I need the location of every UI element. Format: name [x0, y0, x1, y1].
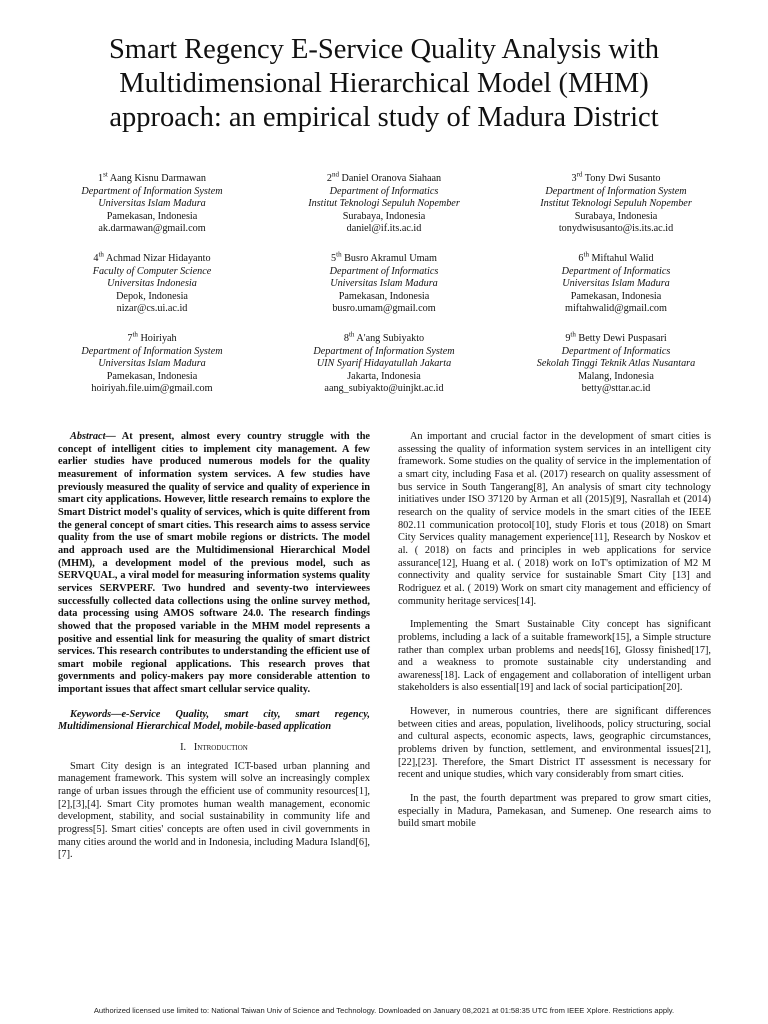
abstract-label: Abstract—	[70, 431, 116, 442]
author-univ: Universitas Islam Madura	[98, 358, 206, 370]
author-city: Pamekasan, Indonesia	[570, 290, 662, 302]
author-city: Surabaya, Indonesia	[574, 210, 658, 222]
author-email: miftahwalid@gmail.com	[565, 303, 667, 315]
author-name: 9th Betty Dewi Puspasari	[565, 330, 667, 344]
author-block	[496, 250, 736, 316]
body-paragraph: In the past, the fourth department was prepared to grow smart cities, especially in Madura, Pamekasan, and Sumenep. One research aims to build smart mobile	[398, 793, 711, 830]
author-block	[32, 330, 272, 396]
author-city: Depok, Indonesia	[116, 290, 188, 302]
author-dept: Department of Information System	[545, 185, 687, 197]
author-univ: Institut Teknologi Sepuluh Nopember	[308, 198, 460, 210]
author-city: Pamekasan, Indonesia	[106, 210, 198, 222]
author-block	[32, 250, 272, 316]
left-column	[58, 431, 370, 862]
section-heading: I. Introduction	[180, 742, 248, 754]
author-dept: Department of Informatics	[561, 265, 671, 277]
author-email: nizar@cs.ui.ac.id	[116, 303, 188, 315]
author-email: hoiriyah.file.uim@gmail.com	[91, 383, 213, 395]
author-city: Pamekasan, Indonesia	[106, 370, 198, 382]
intro-paragraph: Smart City design is an integrated ICT-based urban planning and management framework. This system will solve an increasingly complex range of urban issues through the efficient use of community resources[1],[2],[3],[4]. Smart City promotes human wealth management, economic development, stability, and social sustainability in community life and progress[5]. Smart cities' concepts are often used in civil governments in many cities around the world and in Indonesia, including Madura Island[6], [7].	[58, 760, 370, 861]
author-city: Malang, Indonesia	[578, 370, 654, 382]
author-email: tonydwisusanto@is.its.ac.id	[558, 223, 674, 235]
body-paragraph: An important and crucial factor in the development of smart cities is assessing the quality of information system services in an intelligent city framework. Some studies on the quality of service in the implementation of a smart city, including Fasa et al. (2017) research on quality assessment of bus service in South Tangerang[8], An analysis of smart city technology initiatives under ISO 37120 by Arman et all (2015)[9], Nasrallah et (2014) research on the quality of service models in the smart cities of the IEEE 802.11 communication protocol[10], study Floris et tous (2018) on Smart City Services quality management experience[11], Research by Noskov et al. ( 2018) on facts and principles in web applications for service assurance[12], Huang et al. ( 2018) work on IoT's optimization of M2 M connectivity and quality service for sustainable Smart City [13] and Rodriguez et al. ( 2019) Work on smart city management and efficiency of community heritage services[14].	[398, 431, 711, 607]
author-name: 2nd Daniel Oranova Siahaan	[326, 170, 442, 184]
author-email: aang_subiyakto@uinjkt.ac.id	[324, 383, 444, 395]
author-univ: Universitas Islam Madura	[98, 198, 206, 210]
author-name: 6th Miftahul Walid	[578, 250, 654, 264]
author-univ: Universitas Islam Madura	[330, 278, 438, 290]
title-line-1: Smart Regency E-Service Quality Analysis with	[108, 34, 660, 65]
author-dept: Department of Informatics	[329, 185, 439, 197]
author-block	[264, 250, 504, 316]
title-line-3: approach: an empirical study of Madura District	[109, 102, 659, 133]
body-paragraph: However, in numerous countries, there are significant differences between cities and areas, population, livelihoods, policy structuring, social and cultural aspects, economic aspects, laws, geographic circumstances, problems driven by function, settlement, and environmental issues[21],[22],[23]. Therefore, the Smart District IT assessment is necessary for recent and unique studies, which vary considerably from smart cities.	[398, 706, 711, 781]
right-column	[398, 431, 711, 831]
title-line-2: Multidimensional Hierarchical Model (MHM)	[119, 68, 649, 99]
author-name: 7th Hoiriyah	[127, 330, 177, 344]
author-email: daniel@if.its.ac.id	[346, 223, 422, 235]
author-dept: Department of Informatics	[561, 345, 671, 357]
author-city: Jakarta, Indonesia	[347, 370, 421, 382]
author-name: 3rd Tony Dwi Susanto	[571, 170, 661, 184]
author-email: busro.umam@gmail.com	[332, 303, 436, 315]
author-city: Pamekasan, Indonesia	[338, 290, 430, 302]
author-dept: Department of Information System	[313, 345, 455, 357]
author-block	[496, 170, 736, 236]
author-name: 1st Aang Kisnu Darmawan	[98, 170, 206, 184]
author-block	[496, 330, 736, 396]
author-univ: Universitas Indonesia	[107, 278, 197, 290]
author-name: 4th Achmad Nizar Hidayanto	[93, 250, 211, 264]
license-footer: Authorized licensed use limited to: National Taiwan Univ of Science and Technology. Downloaded on January 08,2021 at 01:58:35 UTC from IEEE Xplore. Restrictions apply.	[93, 1006, 675, 1015]
author-univ: Sekolah Tinggi Teknik Atlas Nusantara	[536, 358, 696, 370]
author-dept: Faculty of Computer Science	[92, 265, 212, 277]
author-email: betty@sttar.ac.id	[581, 383, 651, 395]
author-dept: Department of Informatics	[329, 265, 439, 277]
author-dept: Department of Information System	[81, 345, 223, 357]
abstract	[58, 431, 370, 697]
author-block	[264, 330, 504, 396]
author-email: ak.darmawan@gmail.com	[98, 223, 206, 235]
keywords: Keywords—e-Service Quality, smart city, smart regency, Multidimensional Hierarchical Model, mobile-based application	[58, 708, 370, 733]
author-name: 8th A'ang Subiyakto	[343, 330, 425, 344]
abstract-text: At present, almost every country struggle with the concept of intelligent cities to implement city management. A few earlier studies have produced numerous models for the quality measurement of information system services. A few studies have previously measured the quality of service and quality of experience in smart city applications. However, little research remains to explore the Smart District model's quality of services, which is quite different from the general concept of smart cities. This research aims to assess service quality from the use of smart mobile regions or districts. The model and approach used are the Multidimensional Hierarchical Model (MHM), a development model of the previous model, such as SERVQUAL, a viral model for measuring information systems quality services SERVPERF. Two hundred and seventy-two interviewees successfully collected data collections using the online survey method, data processing using AMOS software 24.0. The research findings showed that the proposed variable in the MHM model represents a positive and essential link for measuring the quality of smart district services. This research contributes to understanding the efficient use of smart mobile regional applications. This research proves that governments and policy-makers pay more considerable attention to important issues that affect smart cellular service quality.	[58, 431, 370, 696]
author-block	[32, 170, 272, 236]
author-univ: Institut Teknologi Sepuluh Nopember	[540, 198, 692, 210]
author-univ: UIN Syarif Hidayatullah Jakarta	[316, 358, 452, 370]
body-paragraph: Implementing the Smart Sustainable City concept has significant problems, including a lack of a suitable framework[15], a Simple structure rather than complex urban problems and needs[16], Glossy finished[17], and a weakness to promote sustainable city understanding and awareness[18]. Lack of engagement and collaboration of intelligent urban stakeholders is also essential[19] and lack of social participation[20].	[398, 619, 711, 694]
author-name: 5th Busro Akramul Umam	[331, 250, 437, 264]
author-block	[264, 170, 504, 236]
author-city: Surabaya, Indonesia	[342, 210, 426, 222]
paper-title	[40, 33, 728, 135]
author-dept: Department of Information System	[81, 185, 223, 197]
author-univ: Universitas Islam Madura	[562, 278, 670, 290]
